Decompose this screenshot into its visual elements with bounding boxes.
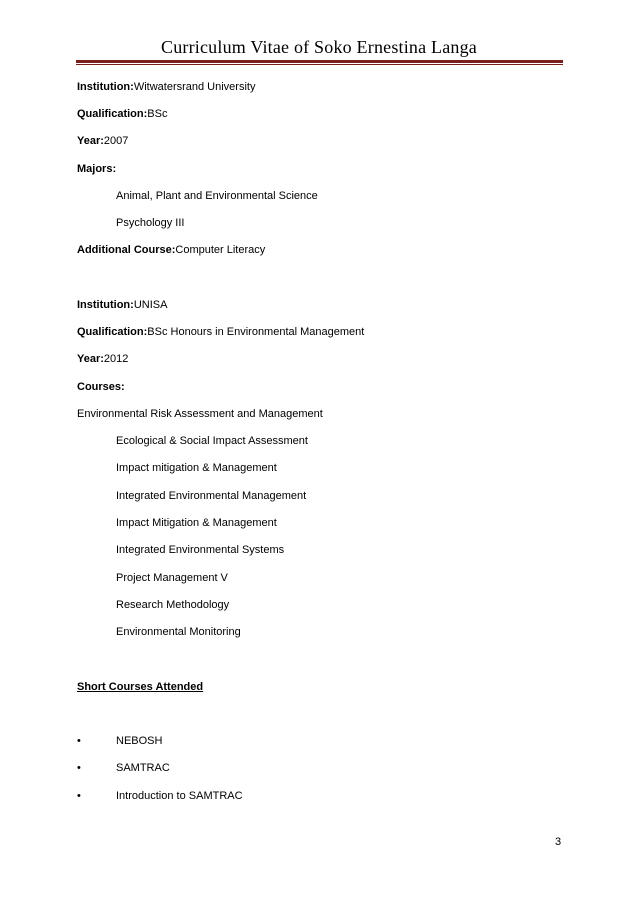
major-item: Psychology III — [116, 217, 185, 229]
qualification-label: Qualification: — [77, 326, 148, 338]
major-item: Animal, Plant and Environmental Science — [116, 190, 318, 202]
institution-label: Institution: — [77, 81, 134, 93]
institution-value: UNISA — [133, 299, 168, 311]
bullet-icon: • — [77, 762, 81, 774]
course-item: Research Methodology — [116, 599, 230, 611]
year-value: 2007 — [103, 135, 129, 147]
course-item: Impact mitigation & Management — [116, 462, 277, 474]
qualification-value: BSc Honours in Environmental Management — [147, 326, 365, 338]
list-item — [0, 789, 638, 803]
list-item — [0, 734, 638, 748]
course-item: Integrated Environmental Systems — [116, 544, 285, 556]
short-course-item: NEBOSH — [116, 735, 163, 747]
header-rule-thin — [76, 64, 563, 65]
course-item: Environmental Monitoring — [116, 626, 241, 638]
page-number: 3 — [555, 836, 562, 848]
header-rule-thick — [76, 60, 563, 63]
course-item: Impact Mitigation & Management — [116, 517, 277, 529]
additional-course-line — [77, 243, 265, 257]
qualification-line — [77, 107, 167, 121]
course-item: Project Management V — [116, 572, 228, 584]
short-course-item: Introduction to SAMTRAC — [116, 790, 243, 802]
course-item: Ecological & Social Impact Assessment — [116, 435, 308, 447]
short-courses-heading: Short Courses Attended — [77, 681, 204, 693]
majors-label: Majors: — [77, 163, 117, 175]
year-line — [77, 352, 128, 366]
year-label: Year: — [77, 353, 104, 365]
short-course-item: SAMTRAC — [116, 762, 170, 774]
bullet-icon: • — [77, 735, 81, 747]
year-label: Year: — [77, 135, 104, 147]
courses-label: Courses: — [77, 381, 125, 393]
institution-label: Institution: — [77, 299, 134, 311]
bullet-icon: • — [77, 790, 81, 802]
qualification-value: BSc — [147, 108, 168, 120]
institution-value: Witwatersrand University — [133, 81, 256, 93]
majors-label-line — [77, 162, 116, 176]
additional-course-label: Additional Course: — [77, 244, 176, 256]
courses-label-line — [77, 380, 125, 394]
qualification-line — [77, 325, 364, 339]
page-title: Curriculum Vitae of Soko Ernestina Langa — [160, 37, 477, 57]
institution-line — [77, 298, 167, 312]
year-line — [77, 134, 128, 148]
list-item — [0, 761, 638, 775]
institution-line — [77, 80, 255, 94]
course-heading: Environmental Risk Assessment and Management — [77, 408, 323, 420]
qualification-label: Qualification: — [77, 108, 148, 120]
year-value: 2012 — [103, 353, 129, 365]
additional-course-value: Computer Literacy — [175, 244, 266, 256]
course-item: Integrated Environmental Management — [116, 490, 307, 502]
